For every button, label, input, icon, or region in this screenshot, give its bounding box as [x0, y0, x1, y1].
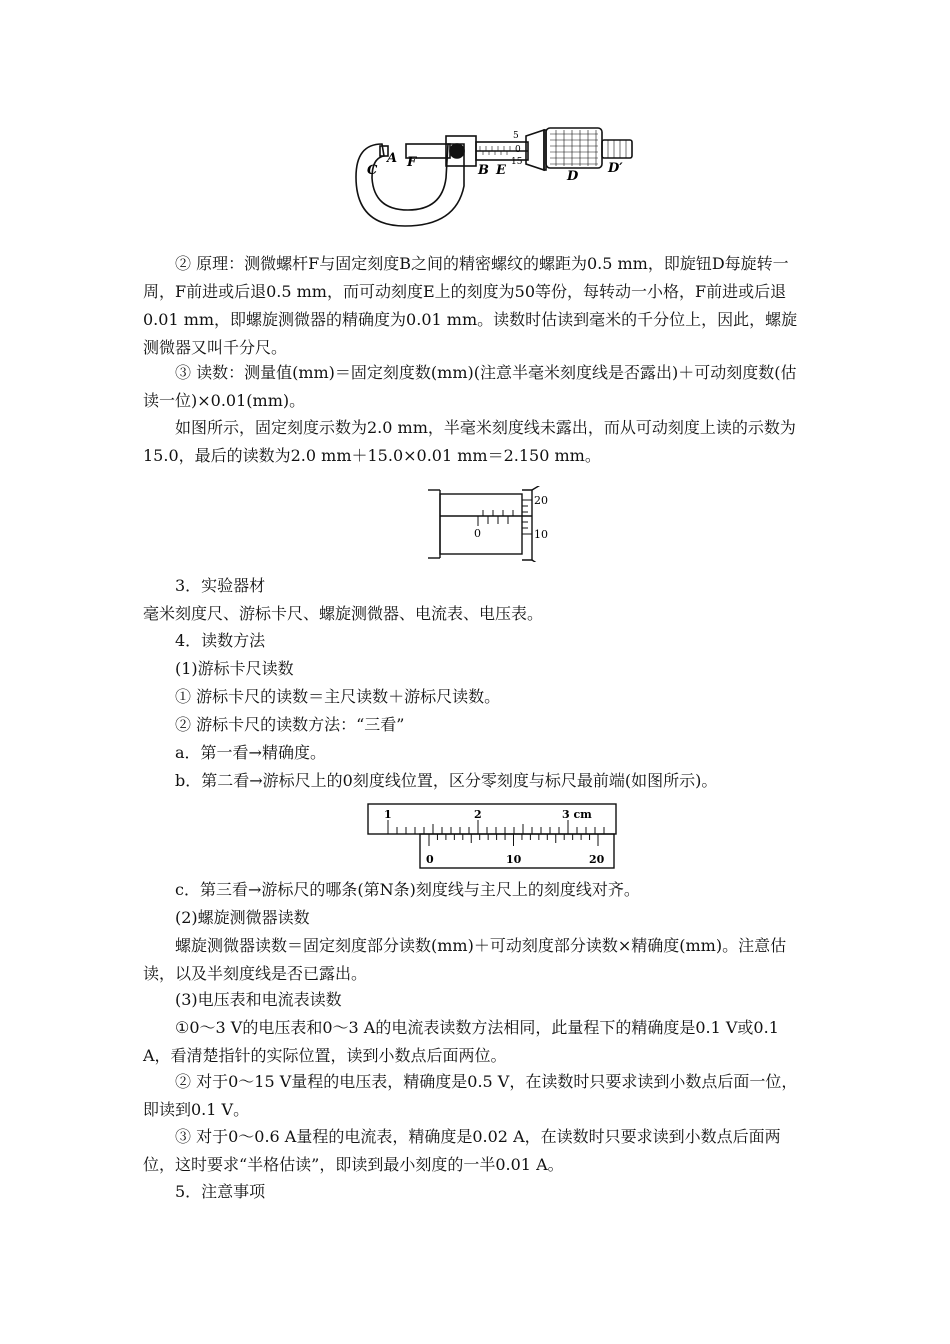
label-b: B	[478, 163, 489, 178]
section-4-3-b: ② 对于0～15 V量程的电压表，精确度是0.5 V，在读数时只要求读到小数点后面一位，即读到0.1 V。	[143, 1072, 798, 1119]
reading-figure	[424, 486, 556, 562]
caliper-figure	[366, 802, 620, 870]
step-a: a．第一看→精确度。	[175, 743, 326, 762]
reading-sleeve	[440, 494, 522, 554]
section-4-title: 4．读数方法	[175, 631, 266, 650]
para-example: 如图所示，固定刻度示数为2.0 mm，半毫米刻度线未露出，而从可动刻度上读的示数为15.0，最后的读数为2.0 mm＋15.0×0.01 mm＝2.150 mm。	[143, 418, 796, 465]
vernier-label-20: 20	[589, 853, 605, 866]
section-4-2-body: 螺旋测微器读数＝固定刻度部分读数(mm)＋可动刻度部分读数×精确度(mm)。注意估读，以及半刻度线是否已露出。	[143, 936, 787, 983]
para-reading: ③ 读数：测量值(mm)＝固定刻度数(mm)(注意半毫米刻度线是否露出)＋可动刻度数(估读一位)×0.01(mm)。	[143, 363, 797, 410]
vernier-label-0: 0	[426, 853, 434, 866]
thimble-mark-15: 15	[511, 157, 523, 167]
label-f: F	[407, 155, 417, 170]
section-3-body: 毫米刻度尺、游标卡尺、螺旋测微器、电流表、电压表。	[143, 604, 544, 623]
section-4-3-c: ③ 对于0～0.6 A量程的电流表，精确度是0.02 A，在读数时只要求读到小数点后面两位，这时要求“半格估读”，即读到最小刻度的一半0.01 A。	[143, 1127, 781, 1174]
micrometer-figure	[350, 122, 640, 234]
section-5-title: 5．注意事项	[175, 1182, 266, 1201]
step-b: b．第二看→游标尺上的0刻度线位置，区分零刻度与标尺最前端(如图所示)。	[175, 771, 718, 790]
step-c: c．第三看→游标尺的哪条(第N条)刻度线与主尺上的刻度线对齐。	[175, 880, 640, 899]
label-c: C	[367, 163, 378, 178]
label-a: A	[387, 151, 398, 166]
label-d: D	[567, 169, 579, 184]
label-e: E	[496, 163, 506, 178]
main-label-2: 2	[474, 808, 482, 821]
micrometer-ratchet	[602, 140, 632, 158]
reading-bottom: 10	[534, 528, 548, 541]
thimble-mark-5: 5	[513, 131, 519, 141]
thimble-mark-0: 0	[515, 145, 521, 155]
reading-zero: 0	[474, 527, 481, 540]
main-label-3: 3 cm	[562, 808, 592, 821]
section-4-1-b: ② 游标卡尺的读数方法：“三看”	[175, 715, 405, 734]
section-4-3-title: (3)电压表和电流表读数	[175, 990, 342, 1009]
section-3-title: 3．实验器材	[175, 576, 266, 595]
para-principle: ② 原理：测微螺杆F与固定刻度B之间的精密螺纹的螺距为0.5 mm，即旋钮D每旋转一周，F前进或后退0.5 mm，而可动刻度E上的刻度为50等份，每转动一小格，F前进或后退0.01 mm，即螺旋测微器的精确度为0.01 mm。读数时估读到毫米的千分位上，因此，螺旋测微器又叫千分尺。	[143, 254, 798, 357]
vernier-label-10: 10	[506, 853, 522, 866]
section-4-1-title: (1)游标卡尺读数	[175, 659, 294, 678]
section-4-1-a: ① 游标卡尺的读数＝主尺读数＋游标尺读数。	[175, 687, 501, 706]
micrometer-lock	[450, 144, 464, 158]
section-4-2-title: (2)螺旋测微器读数	[175, 908, 310, 927]
reading-top: 20	[534, 494, 548, 507]
section-4-3-a: ①0～3 V的电压表和0～3 A的电流表读数方法相同，此量程下的精确度是0.1 V或0.1 A，看清楚指针的实际位置，读到小数点后面两位。	[143, 1018, 779, 1065]
label-d-prime: D′	[608, 161, 623, 176]
main-label-1: 1	[384, 808, 392, 821]
